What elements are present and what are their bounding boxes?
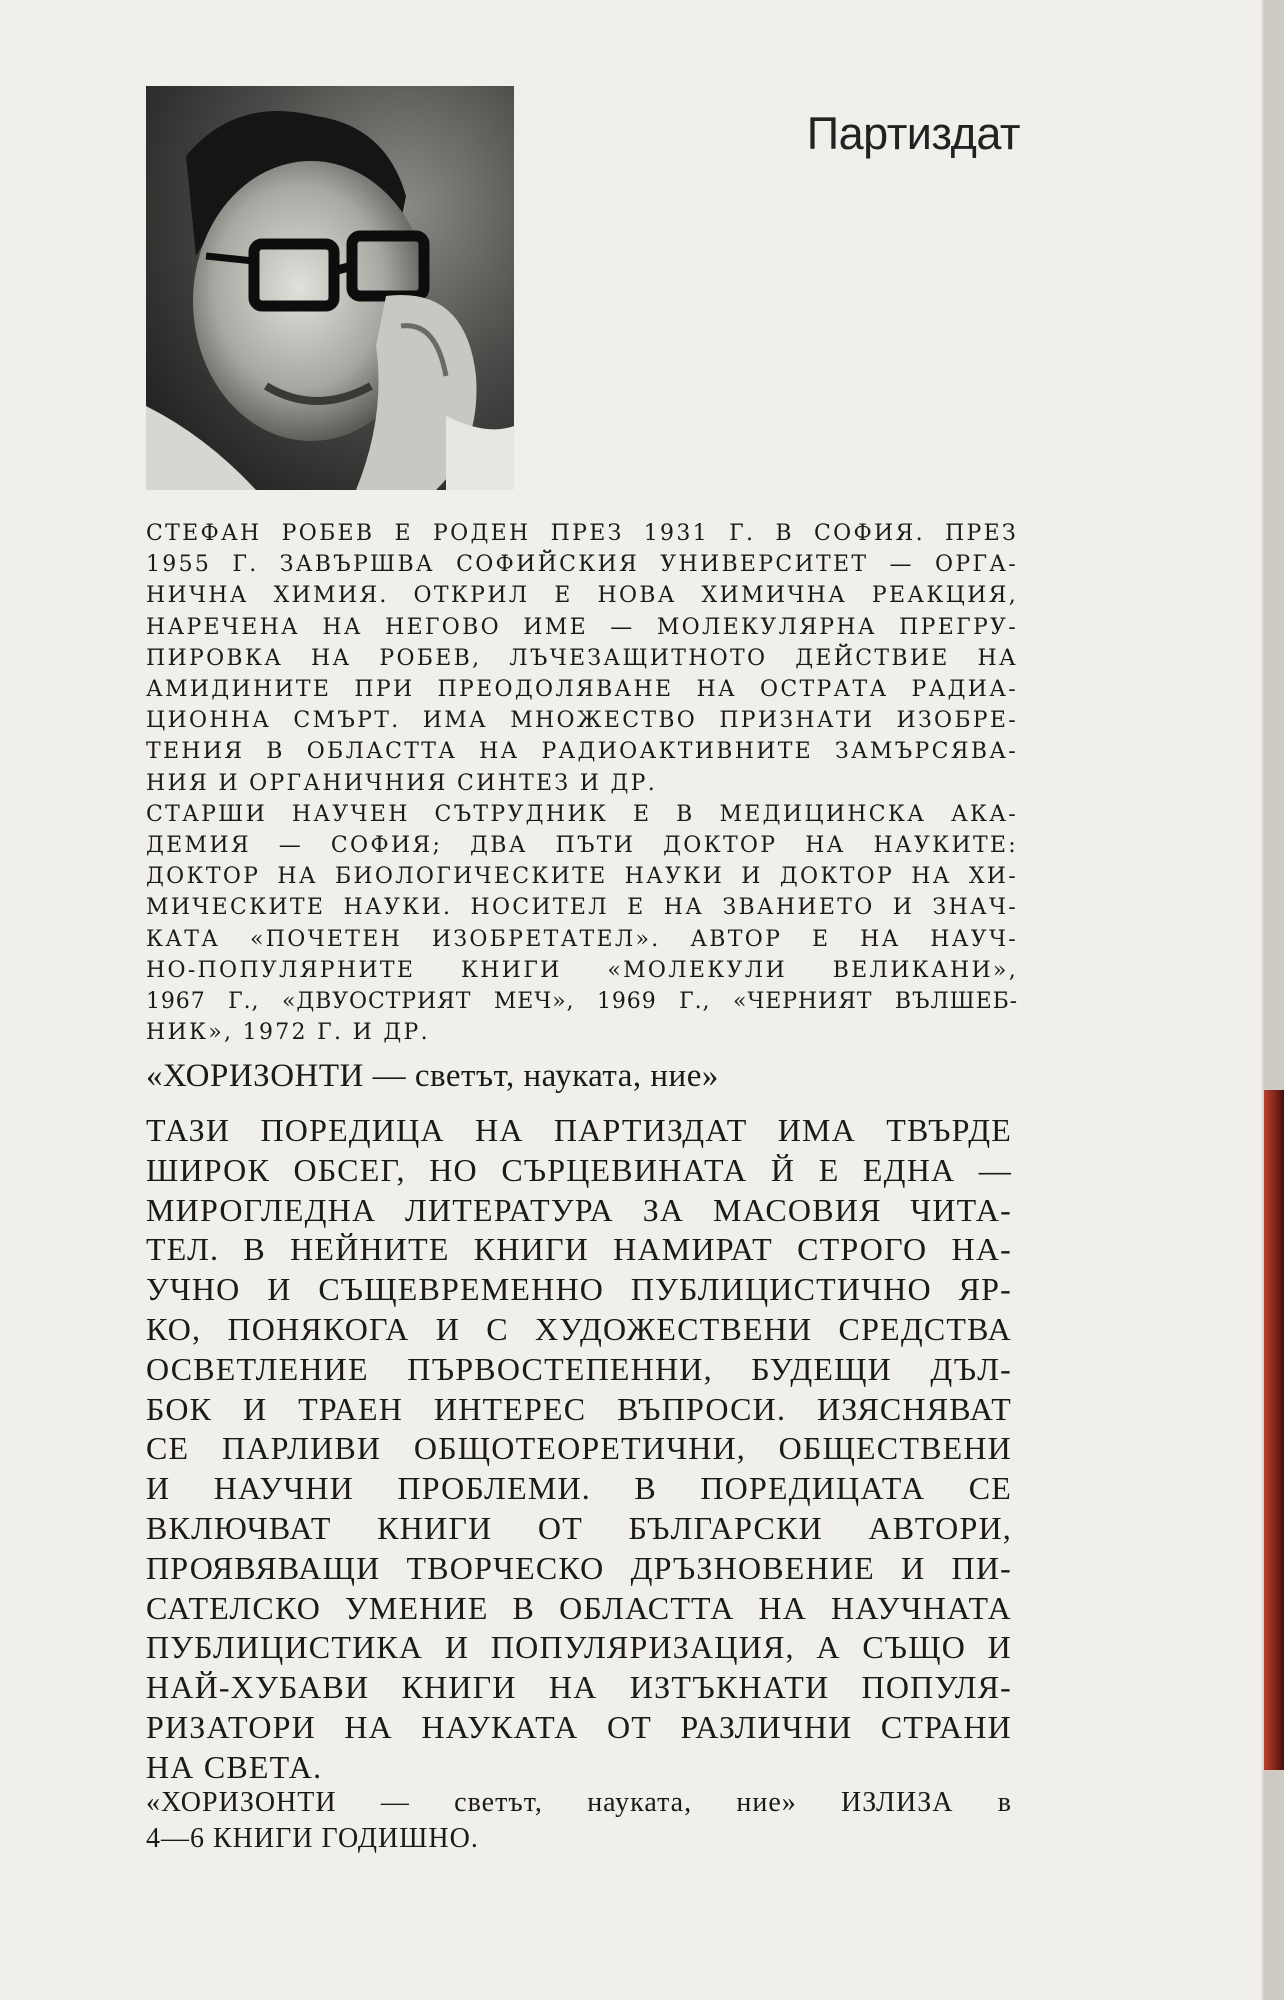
series-line: И НАУЧНИ ПРОБЛЕМИ. В ПОРЕДИЦАТА СЕ [146,1470,1012,1507]
bio-line: ТЕНИЯ В ОБЛАСТТА НА РАДИОАКТИВНИТЕ ЗАМЪРСЯВА- [146,739,1018,765]
bio-line: НИК», 1972 Г. И ДР. [146,1020,430,1046]
bio-line: ДОКТОР НА БИОЛОГИЧЕСКИТЕ НАУКИ И ДОКТОР НА ХИ- [146,864,1018,890]
series-line: РИЗАТОРИ НА НАУКАТА ОТ РАЗЛИЧНИ СТРАНИ [146,1708,1012,1745]
series-line: БОК И ТРАЕН ИНТЕРЕС ВЪПРОСИ. ИЗЯСНЯВАТ [146,1390,1012,1427]
series-description [146,1111,1012,1788]
cover-edge [1264,1770,1284,2000]
bio-line: СТАРШИ НАУЧЕН СЪТРУДНИК Е В МЕДИЦИНСКА АКА- [146,801,1018,827]
bio-line: 1955 Г. ЗАВЪРШВА СОФИЙСКИЯ УНИВЕРСИТЕТ — ОРГА- [146,552,1018,578]
bio-line: ПИРОВКА НА РОБЕВ, ЛЪЧЕЗАЩИТНОТО ДЕЙСТВИЕ НА [146,645,1018,671]
bio-line: ЦИОННА СМЪРТ. ИМА МНОЖЕСТВО ПРИЗНАТИ ИЗОБРЕ- [146,708,1018,734]
series-line: НА СВЕТА. [146,1748,323,1785]
bio-line: СТЕФАН РОБЕВ Е РОДЕН ПРЕЗ 1931 Г. В СОФИЯ. ПРЕЗ [146,521,1018,546]
bio-line: ДЕМИЯ — СОФИЯ; ДВА ПЪТИ ДОКТОР НА НАУКИТЕ: [146,833,1018,859]
cover-edge [1264,0,1284,1090]
series-line: ВКЛЮЧВАТ КНИГИ ОТ БЪЛГАРСКИ АВТОРИ, [146,1509,1012,1546]
series-line: МИРОГЛЕДНА ЛИТЕРАТУРА ЗА МАСОВИЯ ЧИТА- [146,1191,1012,1228]
footer-line: 4—6 КНИГИ ГОДИШНО. [146,1823,479,1854]
author-biography [146,518,1018,1048]
publication-frequency-note [146,1785,1012,1857]
series-title: «ХОРИЗОНТИ — светът, науката, ние» [146,1058,719,1094]
bio-line: НИЧНА ХИМИЯ. ОТКРИЛ Е НОВА ХИМИЧНА РЕАКЦИЯ, [146,583,1018,609]
bio-line: НИЯ И ОРГАНИЧНИЯ СИНТЕЗ И ДР. [146,770,658,796]
series-line: ОСВЕТЛЕНИЕ ПЪРВОСТЕПЕННИ, БУДЕЩИ ДЪЛ- [146,1350,1012,1387]
bio-line: АМИДИНИТЕ ПРИ ПРЕОДОЛЯВАНЕ НА ОСТРАТА РАДИА- [146,677,1018,703]
series-line: КО, ПОНЯКОГА И С ХУДОЖЕСТВЕНИ СРЕДСТВА [146,1310,1012,1347]
series-line: НАЙ-ХУБАВИ КНИГИ НА ИЗТЪКНАТИ ПОПУЛЯ- [146,1669,1012,1706]
series-line: СЕ ПАРЛИВИ ОБЩОТЕОРЕТИЧНИ, ОБЩЕСТВЕНИ [146,1430,1012,1467]
series-line: УЧНО И СЪЩЕВРЕМЕННО ПУБЛИЦИСТИЧНО ЯР- [146,1271,1012,1308]
series-line: ТЕЛ. В НЕЙНИТЕ КНИГИ НАМИРАТ СТРОГО НА- [146,1231,1012,1268]
author-photo [146,86,514,490]
bio-line: НАРЕЧЕНА НА НЕГОВО ИМЕ — МОЛЕКУЛЯРНА ПРЕГРУ- [146,614,1018,640]
bio-line: 1967 Г., «ДВУОСТРИЯТ МЕЧ», 1969 Г., «ЧЕРНИЯТ ВЪЛШЕБ- [146,989,1018,1015]
bio-line: НО-ПОПУЛЯРНИТЕ КНИГИ «МОЛЕКУЛИ ВЕЛИКАНИ», [146,957,1018,983]
series-line: ШИРОК ОБСЕГ, НО СЪРЦЕВИНАТА Й Е ЕДНА — [146,1151,1012,1188]
series-line: ПУБЛИЦИСТИКА И ПОПУЛЯРИЗАЦИЯ, А СЪЩО И [146,1629,1012,1666]
author-portrait-image [146,86,514,490]
cover-edge-red-spine [1264,1090,1284,1770]
bio-line: КАТА «ПОЧЕТЕН ИЗОБРЕТАТЕЛ». АВТОР Е НА НАУЧ- [146,926,1018,952]
series-line: ТАЗИ ПОРЕДИЦА НА ПАРТИЗДАТ ИМА ТВЪРДЕ [146,1112,1012,1148]
publisher-name: Партиздат [806,108,1020,159]
series-line: ПРОЯВЯВАЩИ ТВОРЧЕСКО ДРЪЗНОВЕНИЕ И ПИ- [146,1549,1012,1586]
footer-line: «ХОРИЗОНТИ — светът, науката, ние» ИЗЛИЗА в [146,1787,1012,1818]
series-line: САТЕЛСКО УМЕНИЕ В ОБЛАСТТА НА НАУЧНАТА [146,1589,1012,1626]
bio-line: МИЧЕСКИТЕ НАУКИ. НОСИТЕЛ Е НА ЗВАНИЕТО И ЗНАЧ- [146,895,1018,921]
